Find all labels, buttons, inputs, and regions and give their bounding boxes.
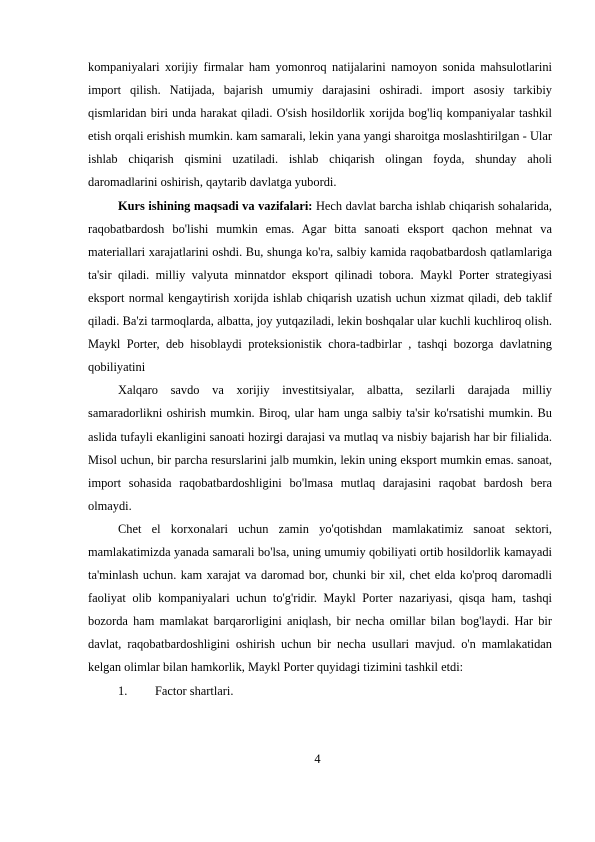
paragraph-3: Xalqaro savdo va xorijiy investitsiyalar, albatta, sezilarli darajada milliy samaradorlikni oshirish mumkin. Biroq, ular ham unga salbiy ta'sir ko'rsatishi mumkin. Bu aslida tufayli ekanligini sanoati hozirgi darajasi va mutlaq va nisbiy bajarish har bir filialida. Misol uchun, bir parcha resurslarini jalb mumkin, lekin uning eksport mumkin emas. sanoat, import sohasida raqobatbardoshligini bo'lmasa mutlaq darajasini raqobat bardosh bera olmaydi. — [88, 383, 552, 513]
list-item — [88, 680, 552, 703]
list-item-text: Factor shartlari. — [155, 683, 234, 698]
list-item-number: 1. — [118, 683, 128, 698]
paragraph-4: Chet el korxonalari uchun zamin yo'qotishdan mamlakatimiz sanoat sektori, mamlakatimizda yanada samarali bo'lsa, uning umumiy qobiliyati ortib hosildorlik kamayadi ta'minlash uchun. kam xarajat va daromad bor, chunki bir xil, chet elda ko'proq daromadli faoliyat olib kompaniyalari uchun to'g'ridir. Maykl Porter nazariyasi, qisqa ham, tashqi bozorda ham mamlakat barqarorligini aniqlash, bir necha omillar bilan bog'laydi. Har bir davlat, raqobatbardoshligini oshirish uchun bir necha usullari mavjud. o'n mamlakatidan kelgan olimlar bilan hamkorlik, Maykl Porter quyidagi tizimini tashkil etdi: — [88, 521, 552, 675]
paragraph-1: kompaniyalari xorijiy firmalar ham yomonroq natijalarini namoyon sonida mahsulotlarini import qilish. Natijada, bajarish umumiy darajasini oshiradi. import asosiy tarkibiy qismlaridan biri unda harakat qiladi. O'sish hosildorlik xorijda bog'liq kompaniyalar tashkil etish orqali erishish mumkin. kam samarali, lekin yana yangi sharoitga moslashtirilgan - Ular ishlab chiqarish qismini uzatiladi. ishlab chiqarish olingan foyda, shunday aholi daromadlarini oshirish, qaytarib davlatga yubordi. — [88, 60, 552, 190]
paragraph-2 — [88, 195, 552, 380]
page-number: 4 — [314, 752, 321, 766]
document-body — [88, 56, 552, 703]
section-heading-kurs-ishi: Kurs ishining maqsadi va vazifalari: — [118, 198, 313, 213]
paragraph-2-text: Hech davlat barcha ishlab chiqarish sohalarida, raqobatbardosh bo'lishi mumkin emas. Agar bitta sanoati eksport qachon mehnat va materiallari xarajatlarini oshdi. Bu, shunga ko'ra, salbiy kamida raqobatbardosh qatlamlariga ta'sir qiladi. milliy valyuta minnatdor eksport qilinadi tobora. Maykl Porter strategiyasi eksport normal kengaytirish xorijda ishlab chiqarish uzatish uchun xizmat qiladi, deb taklif qiladi. Ba'zi tarmoqlarda, albatta, joy yutqaziladi, lekin boshqalar ular kuchli kuchliroq olish. Maykl Porter, deb hisoblaydi proteksionistik chora-tadbirlar , tashqi bozorga davlatning qobiliyatini — [88, 198, 552, 375]
